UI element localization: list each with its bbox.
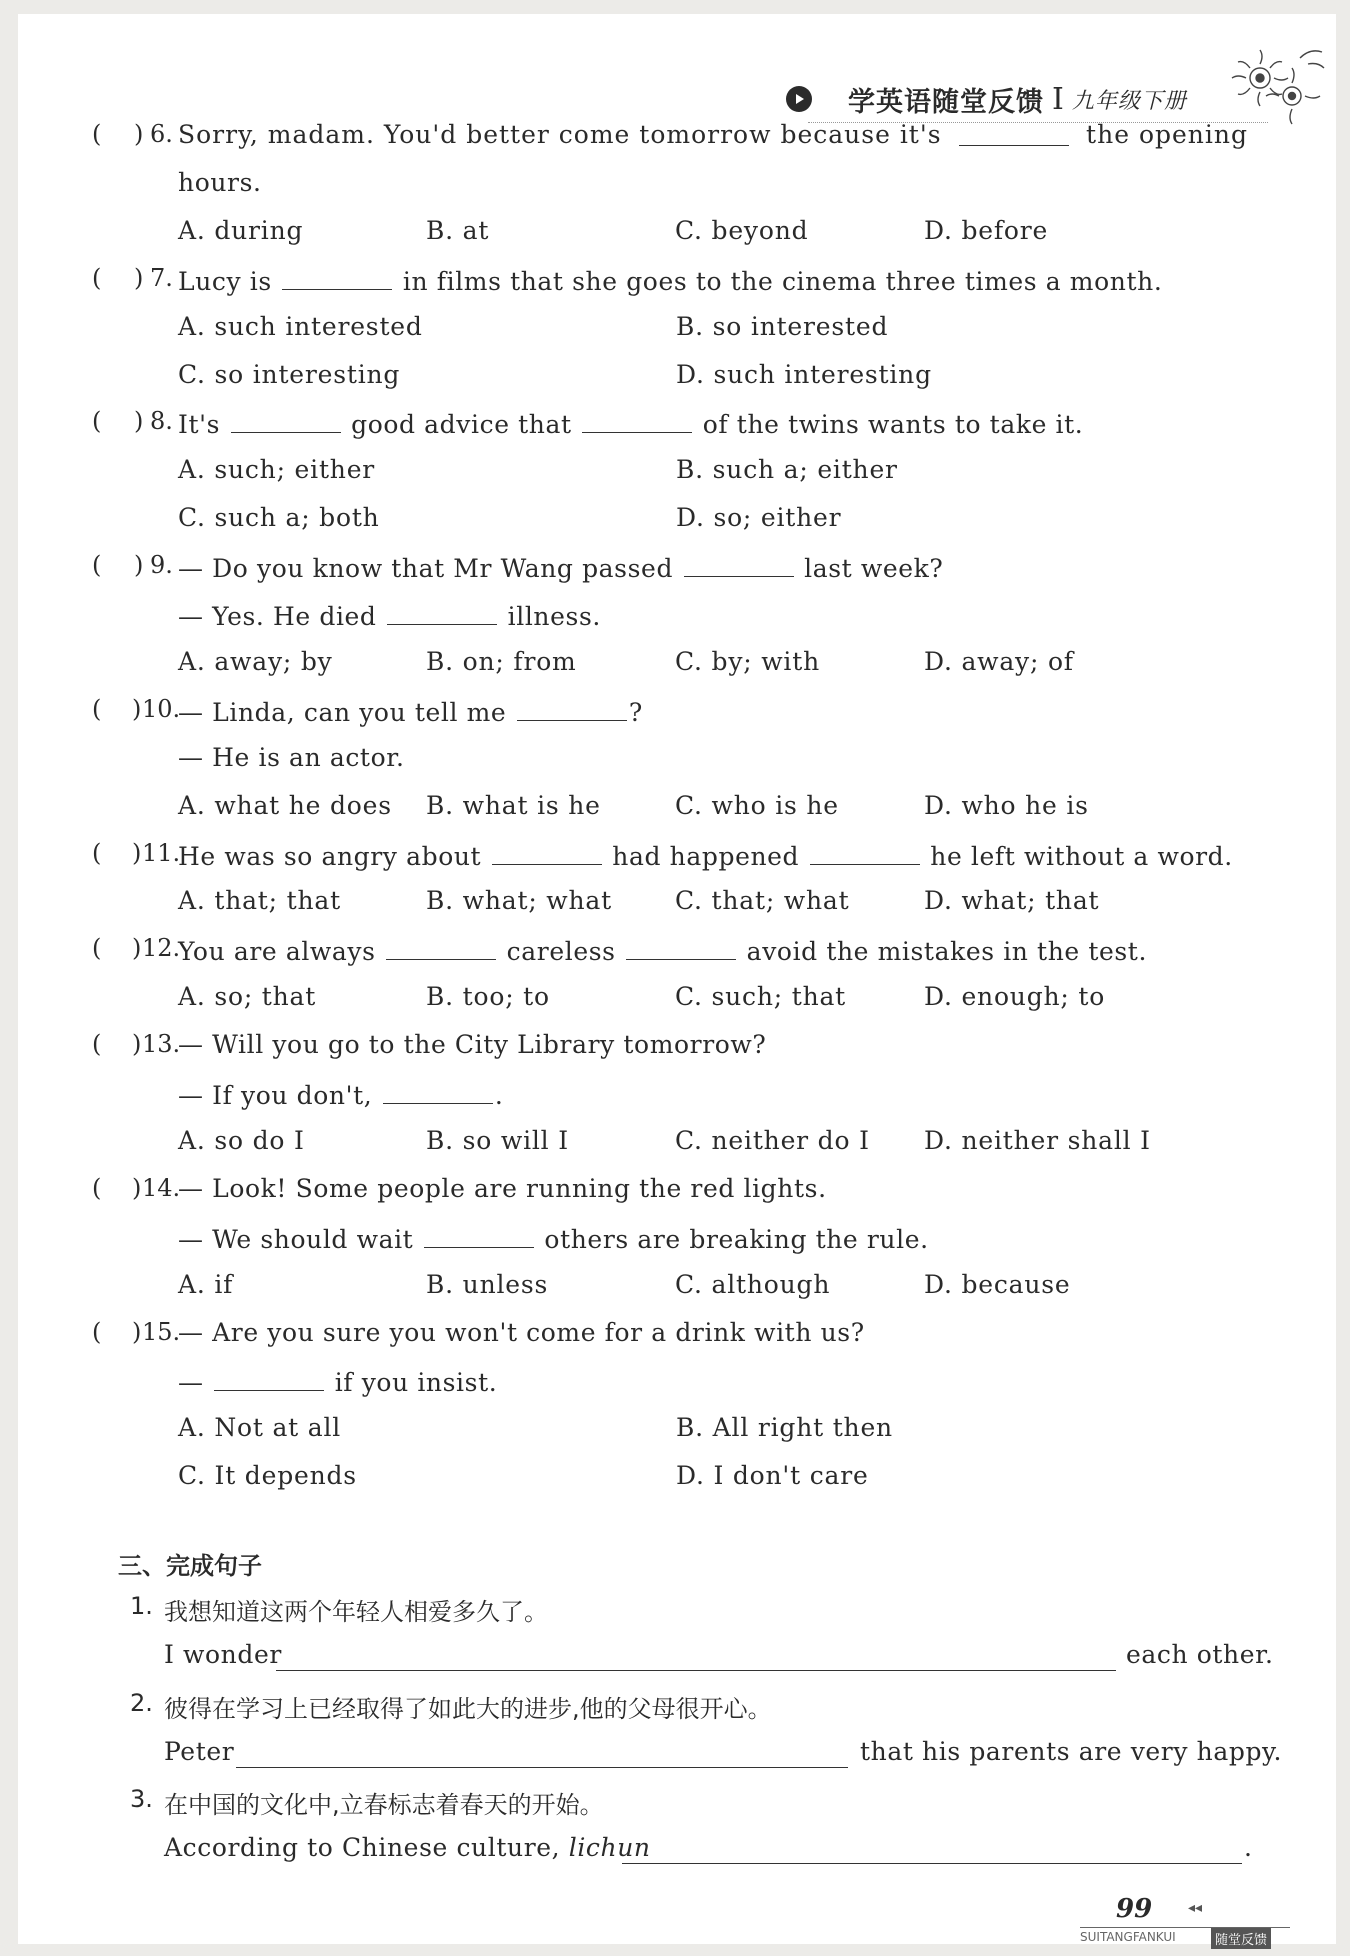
- text-fragment: careless: [498, 937, 625, 967]
- answer-paren-open[interactable]: (: [92, 120, 102, 148]
- answer-option[interactable]: C. that; what: [675, 886, 850, 916]
- chinese-sentence: 在中国的文化中,立春标志着春天的开始。: [164, 1791, 604, 1819]
- answer-option[interactable]: A. so do I: [178, 1125, 305, 1155]
- answer-option[interactable]: D. enough; to: [924, 982, 1106, 1012]
- question-number: 11.: [142, 838, 181, 867]
- english-suffix: .: [1244, 1833, 1253, 1862]
- answer-paren-open[interactable]: (: [92, 407, 102, 436]
- question-number: 14.: [142, 1173, 181, 1202]
- answer-option[interactable]: C. by; with: [675, 646, 820, 676]
- answer-blank[interactable]: [214, 1365, 324, 1391]
- answer-option[interactable]: B. unless: [426, 1269, 549, 1299]
- english-suffix: that his parents are very happy.: [860, 1737, 1282, 1766]
- answer-option[interactable]: A. what he does: [178, 790, 392, 820]
- answer-option[interactable]: B. such a; either: [676, 455, 898, 485]
- text-fragment: .: [494, 1081, 504, 1110]
- text-fragment: avoid the mistakes in the test.: [738, 937, 1148, 967]
- text-fragment: — Look! Some people are running the red lights.: [178, 1173, 827, 1203]
- answer-paren-open[interactable]: (: [92, 934, 102, 963]
- text-fragment: the opening: [1077, 120, 1248, 149]
- question-number: 10.: [142, 694, 181, 723]
- question-text: [178, 1174, 827, 1203]
- answer-line[interactable]: [276, 1670, 1116, 1671]
- chinese-sentence: 我想知道这两个年轻人相爱多久了。: [164, 1598, 548, 1626]
- answer-option[interactable]: D. so; either: [676, 503, 842, 533]
- question-text: [178, 1318, 865, 1347]
- answer-paren-open[interactable]: (: [92, 263, 102, 292]
- question-number: 15.: [142, 1317, 181, 1346]
- answer-blank[interactable]: [959, 120, 1069, 146]
- answer-option[interactable]: D. I don't care: [676, 1461, 869, 1491]
- english-prefix: Peter: [164, 1737, 235, 1766]
- answer-option[interactable]: A. during: [178, 215, 304, 245]
- text-fragment: illness.: [499, 602, 601, 631]
- answer-blank[interactable]: [492, 839, 602, 865]
- answer-paren-open[interactable]: (: [92, 694, 102, 723]
- answer-paren-open[interactable]: (: [92, 838, 102, 867]
- answer-paren-close: ): [132, 1173, 142, 1202]
- answer-paren-close: ): [134, 263, 144, 292]
- answer-option[interactable]: A. that; that: [178, 886, 341, 916]
- text-fragment: — If you don't,: [178, 1081, 381, 1110]
- answer-option[interactable]: B. what is he: [426, 790, 601, 820]
- text-fragment: if you insist.: [326, 1368, 498, 1398]
- answer-option[interactable]: D. neither shall I: [924, 1125, 1151, 1155]
- text-fragment: — He is an actor.: [178, 742, 405, 772]
- question-number: 12.: [142, 934, 181, 963]
- text-fragment: He was so angry about: [178, 841, 490, 871]
- question-text: [178, 1222, 929, 1254]
- question-text: [178, 934, 1147, 966]
- answer-option[interactable]: D. because: [924, 1269, 1071, 1299]
- answer-line[interactable]: [622, 1863, 1242, 1864]
- answer-paren-open[interactable]: (: [92, 1030, 102, 1059]
- answer-paren-close: ): [134, 551, 144, 580]
- page-header: [786, 74, 1187, 124]
- answer-paren-close: ): [134, 407, 144, 436]
- grade-label: 九年级下册: [1071, 88, 1187, 114]
- question-number: 9.: [150, 551, 173, 580]
- text-fragment: You are always: [178, 937, 385, 967]
- question-text: [178, 839, 1233, 871]
- worksheet-page: [18, 14, 1336, 1948]
- answer-option[interactable]: A. if: [178, 1269, 234, 1299]
- text-fragment: —: [178, 1368, 213, 1398]
- text-fragment: — Linda, can you tell me: [178, 697, 515, 727]
- answer-blank[interactable]: [282, 264, 392, 290]
- sentence-number: 1.: [130, 1592, 153, 1620]
- answer-option[interactable]: A. such; either: [178, 455, 376, 485]
- text-fragment: It's: [178, 410, 229, 440]
- question-number: 7.: [150, 263, 173, 292]
- english-prefix: According to Chinese culture, lichun: [164, 1833, 651, 1862]
- question-text: [178, 743, 405, 772]
- english-suffix: each other.: [1126, 1640, 1274, 1669]
- section-title: 三、完成句子: [118, 1552, 262, 1580]
- answer-option[interactable]: B. All right then: [676, 1413, 893, 1443]
- answer-option[interactable]: A. Not at all: [178, 1413, 342, 1443]
- answer-option[interactable]: A. away; by: [178, 646, 333, 676]
- answer-option[interactable]: C. who is he: [675, 790, 839, 820]
- header-separator: I: [1052, 81, 1064, 117]
- answer-option[interactable]: A. so; that: [178, 982, 317, 1012]
- question-number: 13.: [142, 1030, 181, 1059]
- answer-option[interactable]: C. such; that: [675, 982, 847, 1012]
- answer-paren-open[interactable]: (: [92, 551, 102, 580]
- text-fragment: last week?: [795, 554, 944, 584]
- question-text: [178, 120, 1248, 149]
- sentence-number: 2.: [130, 1689, 153, 1717]
- text-fragment: — Are you sure you won't come for a drink with us?: [178, 1317, 865, 1347]
- footer-latin: SUITANGFANKUI: [1080, 1930, 1176, 1944]
- answer-blank[interactable]: [517, 695, 627, 721]
- answer-option[interactable]: D. who he is: [924, 790, 1089, 820]
- arrows-icon: ◂◂: [1188, 1900, 1203, 1916]
- answer-blank[interactable]: [582, 407, 692, 433]
- answer-option[interactable]: D. such interesting: [676, 359, 932, 389]
- answer-option[interactable]: C. neither do I: [675, 1125, 870, 1155]
- question-text: [178, 695, 643, 727]
- play-icon: [786, 86, 812, 112]
- answer-blank[interactable]: [626, 934, 736, 960]
- answer-option[interactable]: C. beyond: [675, 215, 809, 245]
- answer-option[interactable]: B. so interested: [676, 311, 889, 341]
- question-text: [178, 551, 943, 583]
- question-number: 6.: [150, 120, 173, 148]
- answer-paren-open[interactable]: (: [92, 1173, 102, 1202]
- answer-option[interactable]: C. It depends: [178, 1461, 357, 1491]
- footer-badge: 随堂反馈: [1211, 1928, 1271, 1949]
- text-fragment: — We should wait: [178, 1224, 422, 1254]
- english-prefix: I wonder: [164, 1640, 282, 1669]
- answer-paren-close: ): [132, 838, 142, 867]
- answer-option[interactable]: B. what; what: [426, 886, 612, 916]
- text-fragment: Lucy is: [178, 266, 281, 296]
- answer-option[interactable]: B. so will I: [426, 1125, 569, 1155]
- sentence-number: 3.: [130, 1785, 153, 1813]
- text-fragment: — Will you go to the City Library tomorrow?: [178, 1030, 767, 1060]
- question-text: [178, 264, 1162, 296]
- text-fragment: ?: [628, 697, 643, 727]
- question-text: [178, 1365, 497, 1397]
- text-fragment: he left without a word.: [921, 841, 1233, 871]
- question-text: [178, 1030, 766, 1059]
- answer-option[interactable]: C. such a; both: [178, 503, 380, 533]
- answer-paren-open[interactable]: (: [92, 1317, 102, 1346]
- answer-option[interactable]: D. what; that: [924, 886, 1100, 916]
- text-fragment: others are breaking the rule.: [535, 1224, 929, 1254]
- answer-blank[interactable]: [424, 1222, 534, 1248]
- text-fragment: hours.: [178, 167, 262, 197]
- answer-paren-close: ): [132, 934, 142, 963]
- question-text: [178, 1078, 503, 1110]
- answer-option[interactable]: B. at: [426, 215, 490, 245]
- answer-blank[interactable]: [810, 839, 920, 865]
- answer-blank[interactable]: [231, 407, 341, 433]
- answer-paren-close: ): [132, 1317, 142, 1346]
- answer-option[interactable]: C. although: [675, 1269, 831, 1299]
- answer-paren-close: ): [132, 1030, 142, 1059]
- answer-option[interactable]: B. too; to: [426, 982, 550, 1012]
- text-fragment: had happened: [603, 841, 808, 871]
- text-fragment: — Do you know that Mr Wang passed: [178, 554, 682, 584]
- answer-option[interactable]: C. so interesting: [178, 359, 401, 389]
- question-number: 8.: [150, 407, 173, 436]
- answer-paren-close: ): [134, 120, 144, 148]
- question-text: [178, 168, 262, 197]
- question-text: [178, 599, 601, 631]
- answer-option[interactable]: D. away; of: [924, 646, 1074, 676]
- answer-paren-close: ): [132, 694, 142, 723]
- answer-blank[interactable]: [386, 934, 496, 960]
- text-fragment: of the twins wants to take it.: [694, 410, 1084, 440]
- answer-blank[interactable]: [383, 1078, 493, 1104]
- answer-blank[interactable]: [387, 599, 497, 625]
- text-fragment: in films that she goes to the cinema three times a month.: [394, 266, 1163, 296]
- chinese-sentence: 彼得在学习上已经取得了如此大的进步,他的父母很开心。: [164, 1695, 772, 1723]
- text-fragment: good advice that: [342, 410, 581, 440]
- book-title: 学英语随堂反馈: [848, 86, 1044, 118]
- answer-blank[interactable]: [684, 551, 794, 577]
- text-fragment: — Yes. He died: [178, 602, 386, 631]
- text-fragment: Sorry, madam. You'd better come tomorrow because it's: [178, 120, 951, 149]
- answer-line[interactable]: [236, 1767, 848, 1768]
- answer-option[interactable]: D. before: [924, 215, 1049, 245]
- answer-option[interactable]: A. such interested: [178, 311, 423, 341]
- page-number: 99: [1116, 1894, 1153, 1924]
- question-text: [178, 407, 1083, 439]
- answer-option[interactable]: B. on; from: [426, 646, 577, 676]
